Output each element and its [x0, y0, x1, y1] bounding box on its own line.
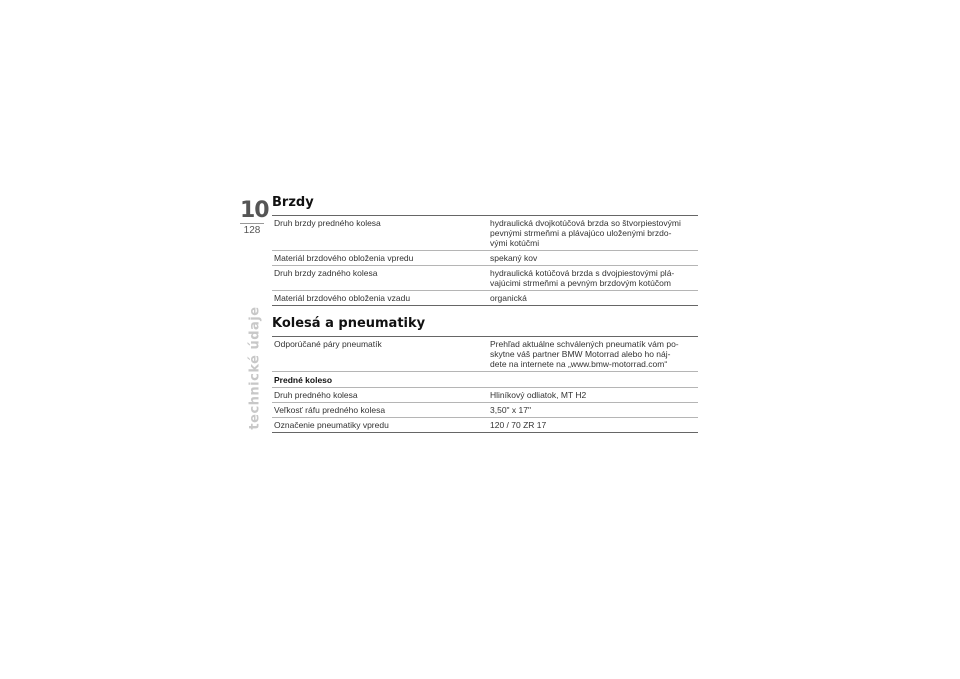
spec-label: Druh brzdy predného kolesa: [272, 216, 488, 251]
spec-value: [488, 388, 698, 403]
spec-value: [488, 291, 698, 306]
spec-value: [488, 403, 698, 418]
section-title-brakes: Brzdy: [272, 195, 314, 210]
page-content: [272, 194, 698, 433]
table-row: [272, 291, 698, 306]
spec-value-line: 120 / 70 ZR 17: [490, 420, 547, 430]
table-row: [272, 251, 698, 266]
spec-label: Označenie pneumatiky vpredu: [272, 418, 488, 433]
spec-label: Materiál brzdového obloženia vpredu: [272, 251, 488, 266]
spec-value: [488, 216, 698, 251]
table-row: [272, 337, 698, 372]
wheels-table: [272, 336, 698, 433]
spec-value: [488, 337, 698, 372]
spec-value-line: 3,50" x 17": [490, 405, 532, 415]
spec-value-line: hydraulická dvojkotúčová brzda so štvorpiestovými: [490, 218, 681, 228]
brakes-table: [272, 215, 698, 306]
spec-value: [488, 418, 698, 433]
spec-label: Druh predného kolesa: [272, 388, 488, 403]
subsection-title: Predné koleso: [272, 372, 698, 388]
table-row: [272, 418, 698, 433]
table-row: [272, 403, 698, 418]
chapter-divider: [240, 223, 264, 224]
subsection-row: [272, 372, 698, 388]
spec-value-line: Hliníkový odliatok, MT H2: [490, 390, 587, 400]
section-title-wheels: Kolesá a pneumatiky: [272, 316, 426, 331]
spec-value-line: organická: [490, 293, 527, 303]
spec-label: Druh brzdy zadného kolesa: [272, 266, 488, 291]
table-row: [272, 216, 698, 251]
chapter-number: 10: [240, 198, 269, 223]
spec-value-line: hydraulická kotúčová brzda s dvojpiestovými plá-: [490, 268, 675, 278]
spec-value: [488, 266, 698, 291]
spec-value-line: dete na internete na „www.bmw-motorrad.com“: [490, 359, 668, 369]
spec-value-line: vými kotúčmi: [490, 238, 540, 248]
chapter-side-title: technické údaje: [247, 306, 263, 430]
spec-label: Veľkosť ráfu predného kolesa: [272, 403, 488, 418]
page-number: 128: [243, 225, 261, 236]
chapter-tab: [240, 198, 269, 237]
table-row: [272, 266, 698, 291]
spec-label: Materiál brzdového obloženia vzadu: [272, 291, 488, 306]
spec-value-line: pevnými strmeňmi a plávajúco uloženými brzdo-: [490, 228, 672, 238]
spec-value: [488, 251, 698, 266]
spec-value-line: Prehľad aktuálne schválených pneumatík vám po-: [490, 339, 679, 349]
spec-value-line: vajúcimi strmeňmi a pevným brzdovým kotúčom: [490, 278, 671, 288]
spec-value-line: skytne váš partner BMW Motorrad alebo ho náj-: [490, 349, 671, 359]
spec-label: Odporúčané páry pneumatík: [272, 337, 488, 372]
spec-value-line: spekaný kov: [490, 253, 538, 263]
table-row: [272, 388, 698, 403]
